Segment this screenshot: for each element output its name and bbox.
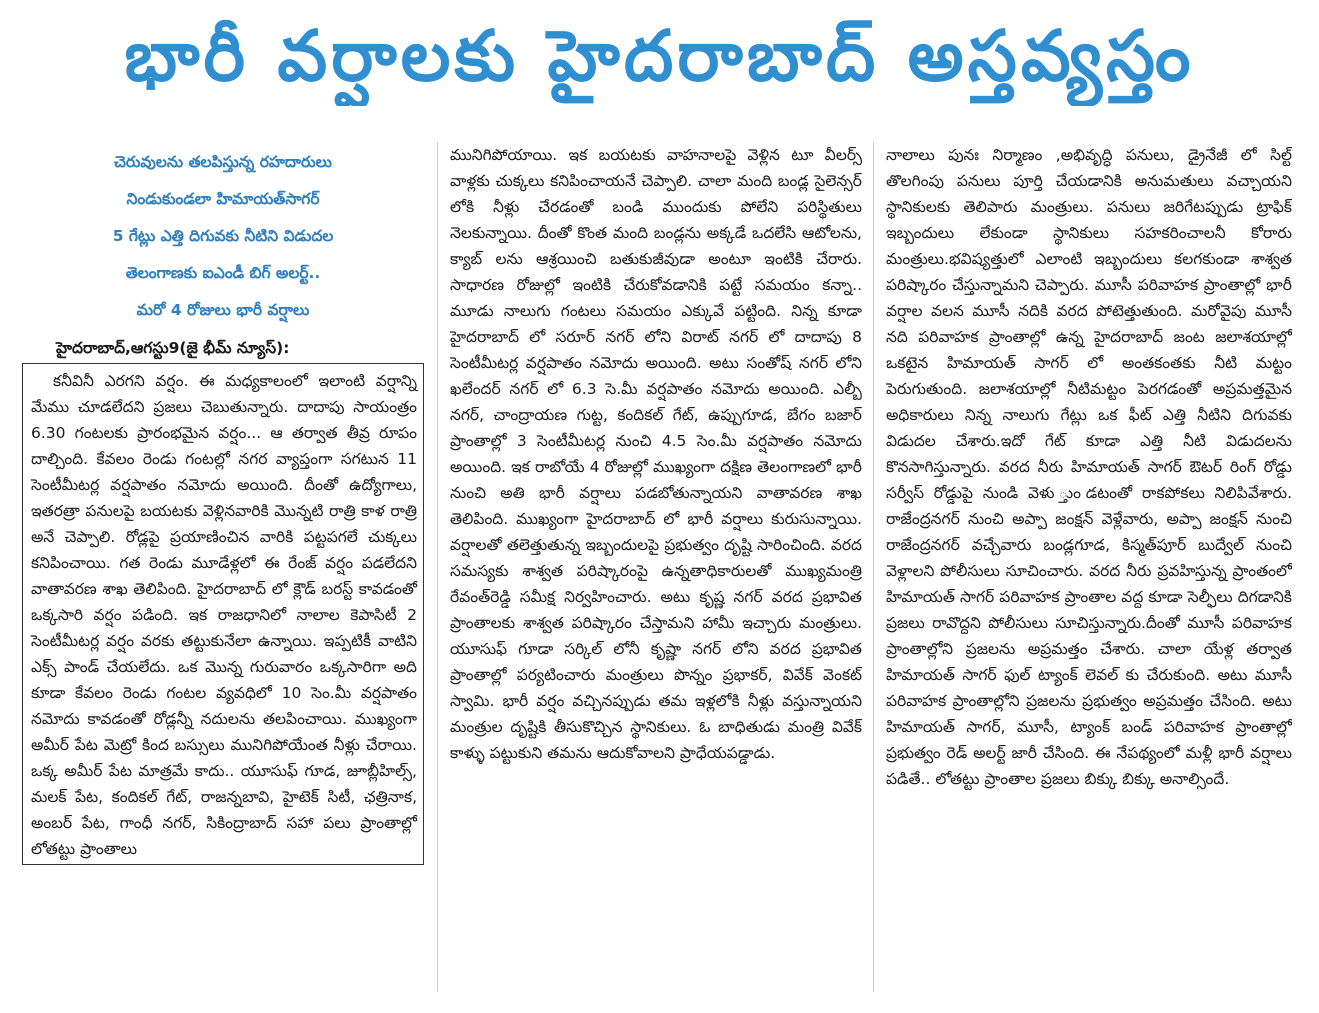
subhead: 5 గేట్లు ఎత్తి దిగువకు నీటిని విడుదల: [112, 227, 334, 245]
subhead: చెరువులను తలపిస్తున్న రహదారులు: [114, 153, 332, 171]
article-body-box: [22, 363, 424, 865]
article-paragraph: కనీవినీ ఎరగని వర్షం. ఈ మధ్యకాలంలో ఇలాంటి వర్షాన్ని మేము చూడలేదని ప్రజలు చెబుతున్నారు. దాదాపు సాయంత్రం 6.30 గంటలకు ప్రారంభమైన వర్షం... ఆ తర్వాత తీవ్ర రూపం దాల్చింది. కేవలం రెండు గంటల్లో నగర వ్యాప్తంగా సగటున 11 సెంటీమీటర్ల వర్షపాతం నమోదు అయింది. దీంతో ఉద్యోగాలు, ఇతరత్రా పనులపై బయటకు వెళ్లినవారికి మొన్నటి రాత్రి కాళ రాత్రి అనే చెప్పాలి. రోడ్లపై ప్రయాణించిన వారికి పట్టపగలే చుక్కలు కనిపించాయి. గత రెండు మూడేళ్లలో ఈ రేంజ్ వర్షం పడలేదని వాతావరణ శాఖ తెలిపింది. హైదరాబాద్ లో క్లౌడ్ బరస్ట్ కావడంతో ఒక్కసారి వర్షం పడింది. ఇక రాజధానిలో నాలాల కెపాసిటీ 2 సెంటీమీటర్ల వర్షం వరకు తట్టుకునేలా ఉన్నాయి. ఇప్పటికీ వాటిని ఎక్స్ పాండ్ చేయలేదు. ఒక మొన్న గురువారం ఒక్కసారిగా అది కూడా కేవలం రెండు గంటల వ్యవధిలో 10 సెం.మీ వర్షపాతం నమోదు కావడంతో రోడ్లన్నీ నదులను తలపించాయి. ముఖ్యంగా అమీర్ పేట మెట్రో కింద బస్సులు మునిగిపోయేంత నీళ్లు చేరాయి. ఒక్క అమీర్ పేట మాత్రమే కాదు.. యూసుఫ్ గూడ, జూబ్లీహిల్స్, మలక్ పేట, కందికల్ గేట్, రాజన్నబావి, హైటెక్ సిటీ, ఛత్రినాక, అంబర్ పేట, గాంధీ నగర్, సికింద్రాబాద్ సహా పలు ప్రాంతాల్లో లోతట్టు ప్రాంతాలు: [31, 372, 417, 858]
article-paragraph: నాలాలు పునః నిర్మాణం ,అభివృద్ధి పనులు, డ్రైనేజీ లో సిల్ట్ తొలగింపు పనులు పూర్తి చేయడానికి అనుమతులు వచ్చాయని స్థానికులకు తెలిపారు మంత్రులు. పనులు జరిగేటప్పుడు ట్రాఫిక్ ఇబ్బందులు లేకుండా స్థానికులు సహకరించాలనీ కోరారు మంత్రులు.భవిష్యత్తులో ఎలాంటి ఇబ్బందులు కలగకుండా శాశ్వత పరిష్కారం చేస్తున్నామని చెప్పారు. మూసీ పరివాహక ప్రాంతాల్లో భారీ వర్షాల వలన మూసీ నదికి వరద పోటెత్తుతుంది. మరోవైపు మూసీ నది పరివాహక ప్రాంతాల్లో ఉన్న హైదరాబాద్ జంట జలాశయాల్లో ఒకటైన హిమాయత్ సాగర్ లో అంతకంతకు నీటి మట్టం పెరుగుతుంది. జలాశయాల్లో నీటిమట్టం పెరగడంతో అప్రమత్తమైన అధికారులు నిన్న నాలుగు గేట్లు ఒక ఫీట్ ఎత్తి నీటిని దిగువకు విడుదల చేశారు.ఇదో గేట్ కూడా ఎత్తి నీటి విడుదలను కొనసాగిస్తున్నారు. వరద నీరు హిమాయత్ సాగర్ ఔటర్ రింగ్ రోడ్డు సర్వీస్ రోడ్డుపై నుండి వెళు ్తుండటంతో రాకపోకలు నిలిపివేశారు. రాజేంద్రనగర్ నుంచి అప్పా జంక్షన్ వెళ్లేవారు, అప్పా జంక్షన్ నుంచి రాజేంద్రనగర్ వచ్చేవారు బండ్లగూడ, కిస్మత్‌పూర్ బుద్వేల్ నుంచి వెళ్లాలని పోలీసులు సూచించారు. వరద నీరు ప్రవహిస్తున్న ప్రాంతంలో హిమాయత్ సాగర్ పరివాహక ప్రాంతాల వద్ద కూడా సెల్ఫీలు దిగడానికి ప్రజలు రావొద్దని పోలీసులు సూచిస్తున్నారు.దీంతో మూసీ పరివాహక ప్రాంతాల్లోని ప్రజలను అప్రమత్తం చేశారు. చాలా యేళ్ల తర్వాత హిమాయత్ సాగర్ ఫుల్ ట్యాంక్ లెవల్ కు చేరుకుంది. అటు మూసీ పరివాహక ప్రాంతాల్లోని ప్రజలను ప్రభుత్వం అప్రమత్తం చేసింది. అటు హిమాయత్ సాగర్, మూసీ, ట్యాంక్ బండ్ పరివాహక ప్రాంతాల్లో ప్రభుత్వం రెడ్ అలర్ట్ జారీ చేసింది. ఈ నేపథ్యంలో మళ్లీ భారీ వర్షాలు పడితే.. లోతట్టు ప్రాంతాల ప్రజలు బిక్కు బిక్కు అనాల్సిందే.: [886, 146, 1292, 788]
subhead: తెలంగాణకు ఐఎండీ బిగ్ అలర్ట్..: [125, 264, 321, 282]
subhead: మరో 4 రోజులు భారీ వర్షాలు: [136, 301, 310, 319]
subheadings: [22, 144, 424, 329]
headline: భారీ వర్షాలకు హైదరాబాద్ అస్తవ్యస్తం: [124, 15, 1195, 97]
subhead: నిండుకుండలా హిమాయత్‌సాగర్: [126, 190, 320, 208]
article-column-2: [450, 142, 862, 1002]
article-column-3: [886, 142, 1292, 1002]
dateline: హైదరాబాద్,ఆగస్టు9(జై భీమ్ న్యూస్):: [56, 339, 290, 357]
article-column-1: [22, 142, 424, 1002]
article-paragraph: మునిగిపోయాయి. ఇక బయటకు వాహనాలపై వెళ్లిన టూ వీలర్స్ వాళ్లకు చుక్కలు కనిపించాయనే చెప్పాలి. చాలా మంది బండ్ల సైలెన్సర్ లోకి నీళ్లు చేరడంతో బండి ముందుకు పోలేని పరిస్థితులు నెలకున్నాయి. దీంతో కొంత మంది బండ్లను అక్కడే ఒదలేసి ఆటోలను, క్యాబ్ లను ఆశ్రయించి బతుకుజీవుడా అంటూ ఇంటికి చేరారు. సాధారణ రోజుల్లో ఇంటికి చేరుకోవడానికి పట్టే సమయం కన్నా.. మూడు నాలుగు గంటలు సమయం ఎక్కువే పట్టింది. నిన్న కూడా హైదరాబాద్ లో సరూర్ నగర్ లోని విరాట్ నగర్ లో దాదాపు 8 సెంటీమీటర్ల వర్షపాతం నమోదు అయింది. అటు సంతోష్ నగర్ లోని ఖలేందర్ నగర్ లో 6.3 సె.మీ వర్షపాతం నమోదు అయింది. ఎల్బీ నగర్, చాంద్రాయణ గుట్ట, కందికల్ గేట్, ఉప్పుగూడ, బేగం బజార్ ప్రాంతాల్లో 3 సెంటీమీటర్ల నుంచి 4.5 సెం.మీ వర్షపాతం నమోదు అయింది. ఇక రాబోయే 4 రోజుల్లో ముఖ్యంగా దక్షిణ తెలంగాణలో భారీ నుంచి అతి భారీ వర్షాలు పడబోతున్నాయని వాతావరణ శాఖ తెలిపింది. ముఖ్యంగా హైదరాబాద్ లో భారీ వర్షాలు కురుసున్నాయి. వర్షాలతో తలెత్తుతున్న ఇబ్బందులపై ప్రభుత్వం దృష్టి సారించింది. వరద సమస్యకు శాశ్వత పరిష్కారంపై ఉన్నతాధికారులతో ముఖ్యమంత్రి రేవంత్‌రెడ్డి సమీక్ష నిర్వహించారు. అటు కృష్ణ నగర్ వరద ప్రభావిత ప్రాంతాలకు శాశ్వత పరిష్కారం చేస్తామని హామీ ఇచ్చారు మంత్రులు. యూసుఫ్ గూడా సర్కిల్ లోనీ కృష్ణా నగర్ లోని వరద ప్రభావిత ప్రాంతాల్లో పర్యటించారు మంత్రులు పొన్నం ప్రభాకర్, వివేక్ వెంకట్ స్వామి. భారీ వర్షం వచ్చినప్పుడు తమ ఇళ్లలోకి నీళ్లు వస్తున్నాయని మంత్రుల దృష్టికి తీసుకొచ్చిన స్థానికులు. ఓ బాధితుడు మంత్రి వివేక్ కాళ్ళు పట్టుకుని తమను ఆదుకోవాలని ప్రాధేయపడ్డాడు.: [450, 146, 862, 762]
column-divider: [437, 142, 438, 992]
column-divider: [873, 142, 874, 992]
